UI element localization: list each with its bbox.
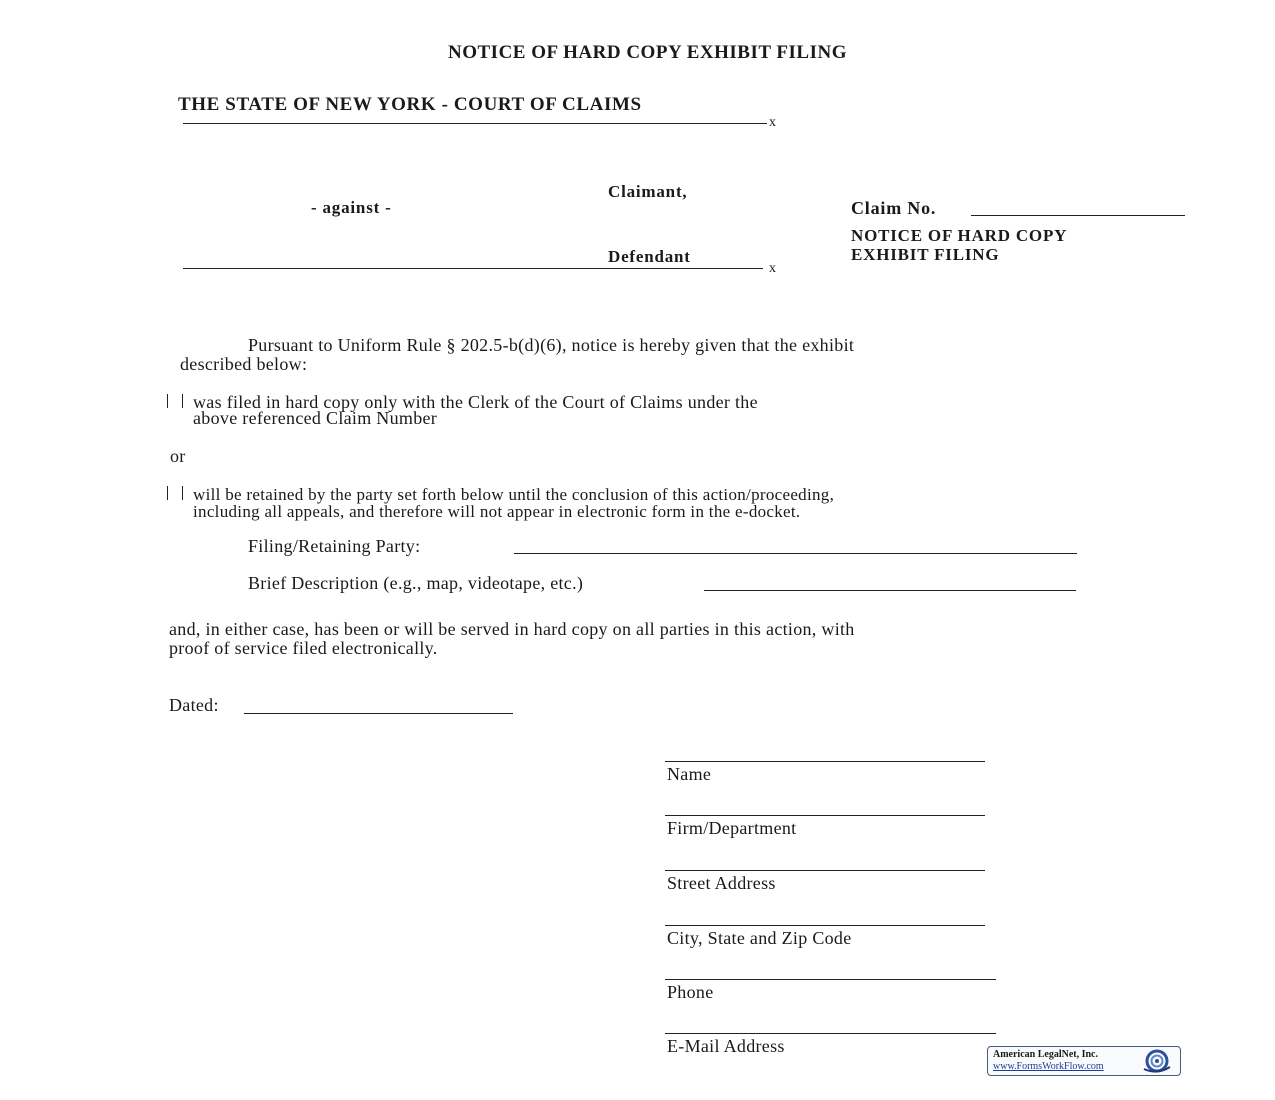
caption-x-mark-top: x (769, 115, 776, 130)
brief-description-label: Brief Description (e.g., map, videotape, etc.) (248, 573, 584, 593)
firm-label: Firm/Department (667, 818, 797, 838)
closing-line-1: and, in either case, has been or will be served in hard copy on all parties in this action, with (169, 619, 855, 639)
filing-party-label: Filing/Retaining Party: (248, 536, 421, 556)
brief-description-field[interactable] (704, 590, 1076, 591)
option-retained-line-2: including all appeals, and therefore will not appear in electronic form in the e-docket. (193, 502, 801, 521)
intro-line-2: described below: (180, 354, 308, 374)
logo-company-name: American LegalNet, Inc. (993, 1049, 1098, 1060)
against-label: - against - (311, 198, 392, 217)
closing-line-2: proof of service filed electronically. (169, 638, 438, 658)
caption-bottom-rule (183, 268, 763, 269)
city-state-zip-label: City, State and Zip Code (667, 928, 852, 948)
caption-x-mark-bottom: x (769, 261, 776, 276)
swirl-logo-icon (1140, 1049, 1174, 1073)
option-filed-line-1: was filed in hard copy only with the Clerk of the Court of Claims under the (193, 392, 758, 412)
dated-label: Dated: (169, 695, 219, 715)
logo-url[interactable]: www.FormsWorkFlow.com (993, 1061, 1104, 1072)
caption-top-rule (183, 123, 767, 124)
phone-field[interactable] (665, 979, 996, 980)
court-heading: THE STATE OF NEW YORK - COURT OF CLAIMS (178, 94, 642, 115)
name-label: Name (667, 764, 712, 784)
name-field[interactable] (665, 761, 985, 762)
filing-party-field[interactable] (514, 553, 1077, 554)
option-filed-checkbox[interactable] (167, 394, 183, 408)
claim-no-label: Claim No. (851, 198, 937, 218)
caption-title-line1: NOTICE OF HARD COPY (851, 226, 1068, 245)
email-label: E-Mail Address (667, 1036, 785, 1056)
option-retained-checkbox[interactable] (167, 486, 183, 500)
intro-line-1: Pursuant to Uniform Rule § 202.5-b(d)(6), notice is hereby given that the exhibit (248, 335, 855, 355)
american-legalnet-logo[interactable] (987, 1046, 1181, 1076)
defendant-label: Defendant (608, 247, 691, 266)
option-filed-line-2: above referenced Claim Number (193, 408, 438, 428)
claimant-label: Claimant, (608, 182, 688, 201)
claim-no-field[interactable] (971, 215, 1185, 216)
street-field[interactable] (665, 870, 985, 871)
firm-field[interactable] (665, 815, 985, 816)
email-field[interactable] (665, 1033, 996, 1034)
street-label: Street Address (667, 873, 776, 893)
dated-field[interactable] (244, 713, 513, 714)
phone-label: Phone (667, 982, 714, 1002)
document-title: NOTICE OF HARD COPY EXHIBIT FILING (448, 42, 847, 63)
option-retained-line-1: will be retained by the party set forth below until the conclusion of this action/proceeding, (193, 485, 835, 504)
caption-title-line2: EXHIBIT FILING (851, 245, 1000, 264)
city-state-zip-field[interactable] (665, 925, 985, 926)
or-label: or (170, 446, 186, 466)
